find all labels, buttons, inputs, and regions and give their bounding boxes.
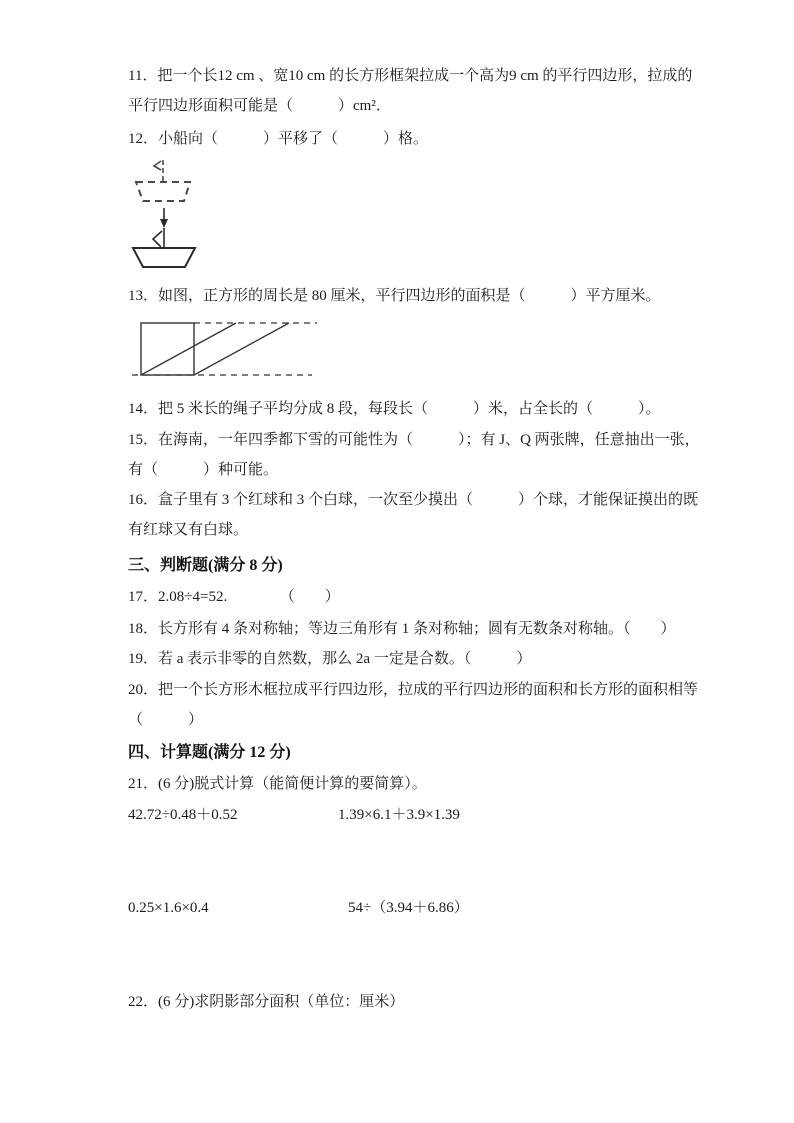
question-18-line-1: 18．长方形有 4 条对称轴；等边三角形有 1 条对称轴；圆有无数条对称轴。（ ） — [128, 621, 676, 637]
square-shape — [141, 323, 194, 375]
question-12-line-1: 12．小船向（ ）平移了（ ）格。 — [128, 131, 429, 147]
question-16-line-1: 16．盒子里有 3 个红球和 3 个白球，一次至少摸出（ ）个球，才能保证摸出的既 — [128, 492, 699, 508]
section-3-heading: 三、判断题(满分 8 分) — [128, 557, 283, 574]
solid-boat-hull — [133, 248, 195, 267]
square-parallelogram-svg — [130, 320, 325, 380]
question-21-line-1: 21．(6 分)脱式计算（能简便计算的要简算）。 — [128, 776, 427, 792]
section-4-heading: 四、计算题(满分 12 分) — [128, 744, 291, 761]
question-22-line-1: 22．(6 分)求阴影部分面积（单位：厘米） — [128, 994, 405, 1010]
question-16-line-2: 有红球又有白球。 — [128, 522, 249, 538]
arrow-down-icon — [160, 208, 168, 228]
square-parallelogram-figure — [130, 320, 325, 380]
question-13-line-1: 13．如图，正方形的周长是 80 厘米，平行四边形的面积是（ ）平方厘米。 — [128, 288, 661, 304]
calc-expression-1: 42.72÷0.48＋0.52 — [128, 807, 238, 823]
calc-expression-2: 1.39×6.1＋3.9×1.39 — [338, 807, 460, 823]
question-20-line-1: 20．把一个长方形木框拉成平行四边形，拉成的平行四边形的面积和长方形的面积相等 — [128, 682, 699, 698]
question-11-line-1: 11．把一个长12 cm 、宽10 cm 的长方形框架拉成一个高为9 cm 的平行四边形，拉成的 — [128, 68, 693, 84]
parallelogram-left-side — [141, 323, 236, 375]
parallelogram-right-side — [194, 323, 289, 375]
calc-expression-4: 54÷（3.94＋6.86） — [348, 900, 469, 916]
boat-translation-svg — [128, 159, 208, 271]
dashed-boat — [136, 160, 190, 201]
question-15-line-2: 有（ ）种可能。 — [128, 462, 279, 478]
calc-expression-3: 0.25×1.6×0.4 — [128, 900, 209, 916]
boat-translation-figure — [128, 159, 208, 271]
question-17-line-1: 17．2.08÷4=52. （ ） — [128, 589, 340, 605]
solid-boat — [133, 228, 195, 267]
question-14-line-1: 14．把 5 米长的绳子平均分成 8 段，每段长（ ）米，占全长的（ ）。 — [128, 401, 661, 417]
question-19-line-1: 19．若 a 表示非零的自然数，那么 2a 一定是合数。（ ） — [128, 651, 532, 667]
question-11-line-2: 平行四边形面积可能是（ ）cm²． — [128, 98, 391, 114]
question-20-line-2: （ ） — [128, 712, 204, 728]
dashed-boat-hull — [136, 182, 190, 201]
solid-boat-flag — [153, 231, 162, 247]
question-15-line-1: 15．在海南，一年四季都下雪的可能性为（ ）；有 J、Q 两张牌，任意抽出一张， — [128, 432, 700, 448]
dashed-boat-flag — [154, 161, 161, 170]
